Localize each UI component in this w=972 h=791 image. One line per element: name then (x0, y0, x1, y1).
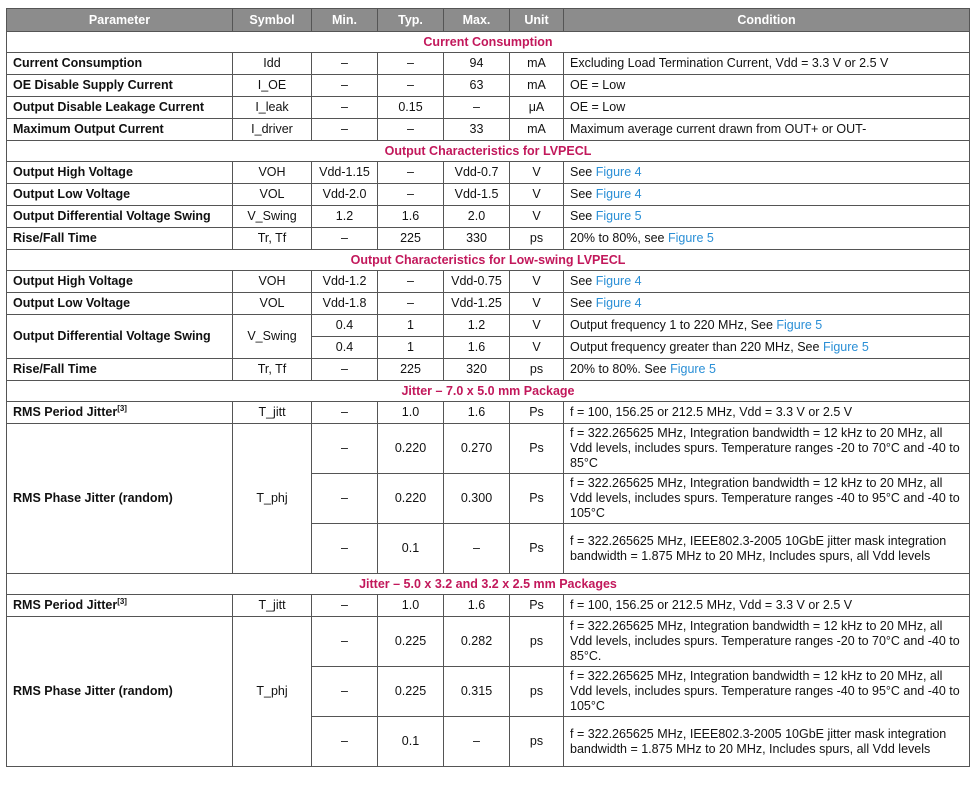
max-cell: 33 (444, 119, 510, 141)
param-cell: Output Low Voltage (7, 293, 233, 315)
symbol-cell: Tr, Tf (233, 228, 312, 250)
param-cell: RMS Phase Jitter (random) (7, 617, 233, 767)
condition-cell: Maximum average current drawn from OUT+ or OUT- (564, 119, 970, 141)
typ-cell: – (378, 293, 444, 315)
typ-cell: 225 (378, 228, 444, 250)
section-row (7, 32, 970, 53)
param-cell: Output High Voltage (7, 162, 233, 184)
table-row (7, 595, 970, 617)
min-cell: Vdd-1.2 (312, 271, 378, 293)
max-cell: 2.0 (444, 206, 510, 228)
unit-cell: Ps (510, 524, 564, 574)
typ-cell: 1.0 (378, 595, 444, 617)
unit-cell: ps (510, 359, 564, 381)
max-cell: 94 (444, 53, 510, 75)
table-row (7, 75, 970, 97)
unit-cell: V (510, 271, 564, 293)
param-text: RMS Period Jitter (13, 405, 118, 419)
min-cell: Vdd-2.0 (312, 184, 378, 206)
table-row (7, 293, 970, 315)
param-cell: Output High Voltage (7, 271, 233, 293)
condition-cell (564, 228, 970, 250)
typ-cell: 0.1 (378, 717, 444, 767)
figure-link[interactable]: Figure 5 (776, 318, 823, 332)
unit-cell: V (510, 206, 564, 228)
min-cell: – (312, 228, 378, 250)
min-cell: – (312, 717, 378, 767)
symbol-cell: VOH (233, 271, 312, 293)
table-row (7, 97, 970, 119)
param-cell: OE Disable Supply Current (7, 75, 233, 97)
condition-text: Output frequency greater than 220 MHz, See (570, 340, 823, 354)
condition-cell: OE = Low (564, 97, 970, 119)
table-row (7, 162, 970, 184)
unit-cell: Ps (510, 595, 564, 617)
figure-link[interactable]: Figure 4 (595, 187, 642, 201)
typ-cell: – (378, 162, 444, 184)
min-cell: – (312, 424, 378, 474)
condition-cell: f = 322.265625 MHz, Integration bandwidth = 12 kHz to 20 MHz, all Vdd levels, includes spurs. Temperature ranges -40 to 95°C and -40 to 105°C (564, 474, 970, 524)
param-cell: Current Consumption (7, 53, 233, 75)
symbol-cell: Tr, Tf (233, 359, 312, 381)
param-cell: Output Differential Voltage Swing (7, 315, 233, 359)
typ-cell: – (378, 271, 444, 293)
condition-cell: f = 322.265625 MHz, Integration bandwidth = 12 kHz to 20 MHz, all Vdd levels, includes spurs. Temperature ranges -20 to 70°C and -40 to 85°C. (564, 617, 970, 667)
min-cell: – (312, 53, 378, 75)
table-row (7, 402, 970, 424)
max-cell: Vdd-1.5 (444, 184, 510, 206)
unit-cell: mA (510, 53, 564, 75)
typ-cell: – (378, 75, 444, 97)
header-min: Min. (312, 9, 378, 32)
section-title: Output Characteristics for Low-swing LVPECL (7, 250, 970, 271)
section-title: Current Consumption (7, 32, 970, 53)
symbol-cell: VOH (233, 162, 312, 184)
symbol-cell: V_Swing (233, 315, 312, 359)
symbol-cell: T_jitt (233, 595, 312, 617)
condition-cell (564, 359, 970, 381)
typ-cell: 1.0 (378, 402, 444, 424)
min-cell: – (312, 119, 378, 141)
section-title: Output Characteristics for LVPECL (7, 141, 970, 162)
condition-cell (564, 337, 970, 359)
condition-text: See (570, 187, 596, 201)
electrical-spec-table (6, 8, 970, 767)
unit-cell: μA (510, 97, 564, 119)
unit-cell: ps (510, 617, 564, 667)
condition-text: Output frequency 1 to 220 MHz, See (570, 318, 777, 332)
section-row (7, 574, 970, 595)
unit-cell: ps (510, 717, 564, 767)
unit-cell: mA (510, 119, 564, 141)
typ-cell: 0.1 (378, 524, 444, 574)
condition-cell: f = 100, 156.25 or 212.5 MHz, Vdd = 3.3 V or 2.5 V (564, 402, 970, 424)
typ-cell: 1 (378, 337, 444, 359)
symbol-cell: I_OE (233, 75, 312, 97)
typ-cell: – (378, 53, 444, 75)
param-cell (7, 402, 233, 424)
section-row (7, 141, 970, 162)
max-cell: 1.6 (444, 402, 510, 424)
param-cell: Maximum Output Current (7, 119, 233, 141)
section-title: Jitter – 5.0 x 3.2 and 3.2 x 2.5 mm Packages (7, 574, 970, 595)
param-cell: RMS Phase Jitter (random) (7, 424, 233, 574)
min-cell: – (312, 617, 378, 667)
max-cell: – (444, 97, 510, 119)
min-cell: – (312, 402, 378, 424)
condition-cell: f = 100, 156.25 or 212.5 MHz, Vdd = 3.3 V or 2.5 V (564, 595, 970, 617)
condition-cell: f = 322.265625 MHz, IEEE802.3-2005 10GbE jitter mask integration bandwidth = 1.875 MHz to 20 MHz, Includes spurs, all Vdd levels (564, 524, 970, 574)
unit-cell: Ps (510, 402, 564, 424)
min-cell: – (312, 595, 378, 617)
section-row (7, 250, 970, 271)
unit-cell: V (510, 315, 564, 337)
unit-cell: ps (510, 228, 564, 250)
max-cell: 0.270 (444, 424, 510, 474)
min-cell: Vdd-1.15 (312, 162, 378, 184)
figure-link[interactable]: Figure 4 (595, 274, 642, 288)
typ-cell: 0.225 (378, 617, 444, 667)
symbol-cell: T_jitt (233, 402, 312, 424)
min-cell: – (312, 667, 378, 717)
table-row (7, 119, 970, 141)
header-condition: Condition (564, 9, 970, 32)
condition-text: See (570, 165, 596, 179)
typ-cell: 0.225 (378, 667, 444, 717)
symbol-cell: T_phj (233, 617, 312, 767)
figure-link[interactable]: Figure 4 (595, 296, 642, 310)
condition-cell (564, 206, 970, 228)
max-cell: Vdd-0.75 (444, 271, 510, 293)
condition-cell: Excluding Load Termination Current, Vdd = 3.3 V or 2.5 V (564, 53, 970, 75)
figure-link[interactable]: Figure 5 (822, 340, 869, 354)
table-row (7, 206, 970, 228)
table-row (7, 617, 970, 667)
table-row (7, 53, 970, 75)
min-cell: – (312, 524, 378, 574)
unit-cell: ps (510, 667, 564, 717)
min-cell: 0.4 (312, 337, 378, 359)
typ-cell: 0.220 (378, 424, 444, 474)
condition-cell (564, 293, 970, 315)
table-row (7, 424, 970, 474)
symbol-cell: T_phj (233, 424, 312, 574)
header-max: Max. (444, 9, 510, 32)
figure-link[interactable]: Figure 5 (670, 362, 716, 376)
table-row (7, 359, 970, 381)
condition-cell (564, 184, 970, 206)
unit-cell: V (510, 337, 564, 359)
max-cell: 1.6 (444, 337, 510, 359)
max-cell: 320 (444, 359, 510, 381)
param-cell: Rise/Fall Time (7, 359, 233, 381)
max-cell: 1.6 (444, 595, 510, 617)
condition-text: See (570, 296, 596, 310)
param-cell (7, 595, 233, 617)
unit-cell: Ps (510, 474, 564, 524)
header-typ: Typ. (378, 9, 444, 32)
max-cell: – (444, 717, 510, 767)
param-text: RMS Period Jitter (13, 598, 118, 612)
header-row (7, 9, 970, 32)
symbol-cell: VOL (233, 184, 312, 206)
symbol-cell: Idd (233, 53, 312, 75)
min-cell: – (312, 97, 378, 119)
max-cell: 63 (444, 75, 510, 97)
table-row (7, 271, 970, 293)
table-row (7, 315, 970, 337)
param-cell: Output Differential Voltage Swing (7, 206, 233, 228)
param-cell: Output Disable Leakage Current (7, 97, 233, 119)
condition-cell: OE = Low (564, 75, 970, 97)
footnote-ref: [3] (117, 596, 127, 606)
min-cell: – (312, 474, 378, 524)
section-row (7, 381, 970, 402)
typ-cell: 0.220 (378, 474, 444, 524)
typ-cell: 0.15 (378, 97, 444, 119)
param-cell: Output Low Voltage (7, 184, 233, 206)
header-symbol: Symbol (233, 9, 312, 32)
min-cell: Vdd-1.8 (312, 293, 378, 315)
header-unit: Unit (510, 9, 564, 32)
max-cell: 0.315 (444, 667, 510, 717)
condition-cell (564, 315, 970, 337)
unit-cell: V (510, 293, 564, 315)
section-title: Jitter – 7.0 x 5.0 mm Package (7, 381, 970, 402)
max-cell: Vdd-1.25 (444, 293, 510, 315)
typ-cell: – (378, 119, 444, 141)
max-cell: 1.2 (444, 315, 510, 337)
symbol-cell: I_driver (233, 119, 312, 141)
footnote-ref: [3] (117, 403, 127, 413)
figure-link[interactable]: Figure 4 (595, 165, 642, 179)
unit-cell: Ps (510, 424, 564, 474)
condition-cell: f = 322.265625 MHz, IEEE802.3-2005 10GbE jitter mask integration bandwidth = 1.875 MHz to 20 MHz, Includes spurs, all Vdd levels (564, 717, 970, 767)
header-parameter: Parameter (7, 9, 233, 32)
condition-text: 20% to 80%. See (570, 362, 671, 376)
max-cell: 330 (444, 228, 510, 250)
condition-text: See (570, 209, 596, 223)
typ-cell: 1 (378, 315, 444, 337)
typ-cell: – (378, 184, 444, 206)
figure-link[interactable]: Figure 5 (667, 231, 714, 245)
max-cell: Vdd-0.7 (444, 162, 510, 184)
max-cell: 0.300 (444, 474, 510, 524)
condition-text: See (570, 274, 596, 288)
symbol-cell: I_leak (233, 97, 312, 119)
unit-cell: V (510, 184, 564, 206)
symbol-cell: VOL (233, 293, 312, 315)
max-cell: 0.282 (444, 617, 510, 667)
min-cell: 1.2 (312, 206, 378, 228)
typ-cell: 225 (378, 359, 444, 381)
figure-link[interactable]: Figure 5 (595, 209, 642, 223)
min-cell: 0.4 (312, 315, 378, 337)
unit-cell: V (510, 162, 564, 184)
condition-cell (564, 162, 970, 184)
symbol-cell: V_Swing (233, 206, 312, 228)
condition-text: 20% to 80%, see (570, 231, 668, 245)
condition-cell: f = 322.265625 MHz, Integration bandwidth = 12 kHz to 20 MHz, all Vdd levels, includes spurs. Temperature ranges -40 to 95°C and -40 to 105°C (564, 667, 970, 717)
min-cell: – (312, 359, 378, 381)
condition-cell: f = 322.265625 MHz, Integration bandwidth = 12 kHz to 20 MHz, all Vdd levels, includes spurs. Temperature ranges -20 to 70°C and -40 to 85°C (564, 424, 970, 474)
condition-cell (564, 271, 970, 293)
table-row (7, 184, 970, 206)
table-row (7, 228, 970, 250)
min-cell: – (312, 75, 378, 97)
typ-cell: 1.6 (378, 206, 444, 228)
unit-cell: mA (510, 75, 564, 97)
max-cell: – (444, 524, 510, 574)
param-cell: Rise/Fall Time (7, 228, 233, 250)
